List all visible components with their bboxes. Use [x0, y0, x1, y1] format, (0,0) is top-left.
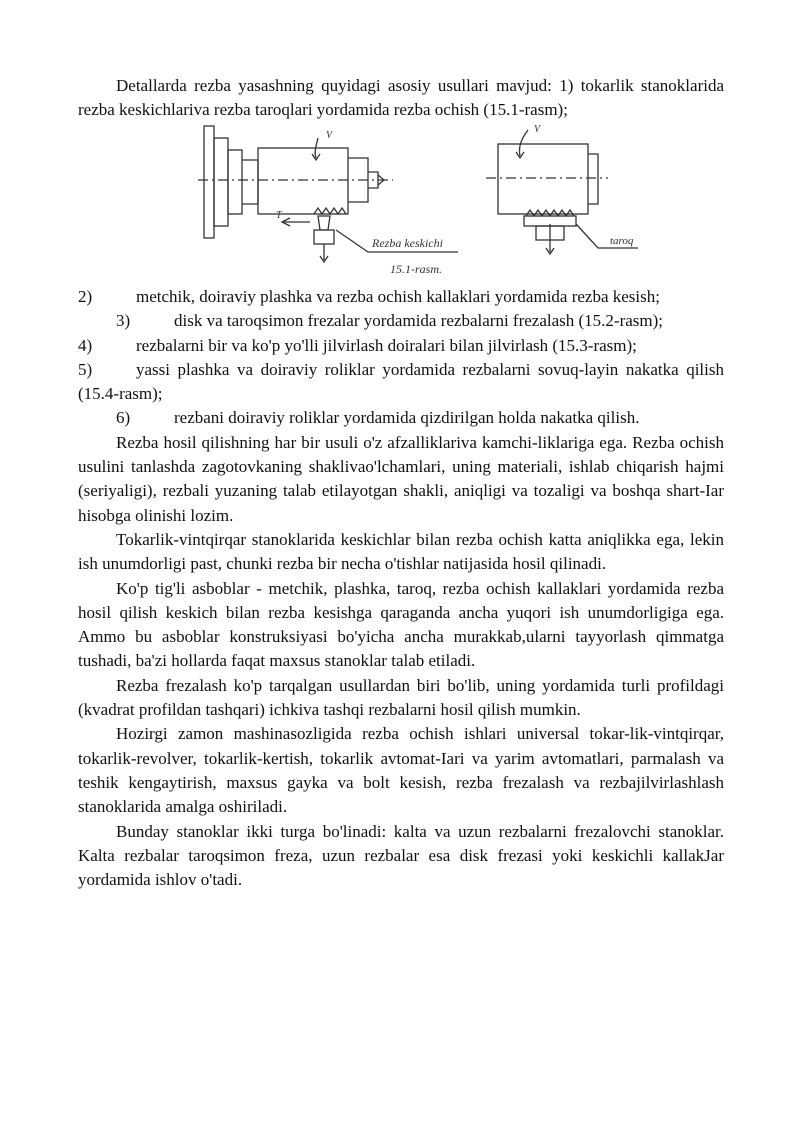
intro-paragraph: Detallarda rezba yasashning quyidagi asosiy usullari mavjud: 1) tokarlik stanoklarida rezba keskichlariva rezba taroqlari yordamida rezba ochish (15.1-rasm);	[78, 76, 724, 120]
dim-t-label: T	[276, 210, 282, 221]
body-paragraph: Rezba hosil qilishning har bir usuli o'z afzalliklariva kamchi-liklariga ega. Rezba ochish usulini tanlashda zagotovkaning shaklivao'lchamlari, uning materiali, ishlab chiqarish hajmi (seriyaligi), rezbali yuzaning talab etilayotgan shakli, aniqligi va tozaligi va boshqa shart-Iar hisobga olinishi lozim.	[78, 432, 724, 525]
list-item-6	[78, 406, 724, 430]
body-paragraph: Tokarlik-vintqirqar stanoklarida keskichlar bilan rezba ochish katta aniqlikka ega, lekin ish unumdorligi past, chunki rezba bir necha o'tishlar natijasida hosil qilinadi.	[78, 529, 724, 574]
dim-v-label: V	[326, 130, 333, 141]
intro-block	[78, 74, 724, 123]
chuck-body	[214, 138, 228, 226]
dim-v2-label: V	[534, 124, 541, 135]
list-item-5	[78, 358, 724, 407]
list-number: 5)	[78, 359, 93, 379]
body-paragraph: Ko'p tig'li asboblar - metchik, plashka, taroq, rezba ochish kallaklari yordamida rezba hosil qilish keskich bilan rezba kesishga qaraganda ancha yuqori ish unumdorligiga ega. Ammo bu asboblar konstruksiyasi bo'yicha ancha murakkab,ularni tayyorlash qimmatga tushadi, ba'zi hollarda faqat maxsus stanoklar talab etiladi.	[78, 578, 724, 671]
figure-15-1	[78, 120, 724, 285]
label-rezba-keskichi: Rezba keskichi	[372, 236, 443, 250]
list-number: 2)	[78, 287, 93, 306]
body-paragraph: Rezba frezalash ko'p tarqalgan usullardan biri bo'lib, uning yordamida turli profildagi (kvadrat profildan tashqari) ichkiva tashqi rezbalarni hosil qilish mumkin.	[78, 675, 724, 720]
list-number: 6)	[116, 408, 131, 428]
body-paragraph: Hozirgi zamon mashinasozligida rezba ochish ishlari universal tokar-lik-vintqirqar, tokarlik-revolver, tokarlik-kertish, tokarlik avtomat-Iari va yarim avtomatlari, parmalash va teshik kengaytirish, maxsus gayka va bolt kesish, rezba frezalash va rezbajilvirlashlash stanoklarida amalga oshiriladi.	[78, 724, 724, 817]
list-item-4	[78, 334, 724, 358]
list-number: 4)	[78, 335, 93, 355]
workpiece	[258, 148, 348, 214]
list-item-3	[78, 309, 724, 333]
list-text: rezbani doiraviy roliklar yordamida qizdirilgan holda nakatka qilish.	[174, 408, 640, 428]
list-item-2	[78, 285, 724, 309]
list-number: 3)	[116, 311, 131, 331]
list-text: rezbalarni bir va ko'p yo'lli jilvirlash doiralari bilan jilvirlash (15.3-rasm);	[136, 335, 637, 355]
list-and-body	[78, 285, 724, 892]
chuck-plate	[204, 126, 214, 238]
figure-caption: 15.1-rasm.	[390, 262, 443, 276]
comb-teeth	[526, 210, 574, 216]
workpiece-right	[498, 144, 588, 214]
list-text: metchik, doiraviy plashka va rezba ochish kallaklari yordamida rezba kesish;	[136, 287, 660, 306]
label-taroq: taroq	[610, 235, 634, 247]
body-paragraph: Bunday stanoklar ikki turga bo'linadi: kalta va uzun rezbalarni frezalovchi stanoklar. Kalta rezbalar taroqsimon freza, uzun rezbalar esa disk frezasi yoki keskichli kallakJar yordamida ishlov o'tadi.	[78, 821, 724, 890]
threading-diagram	[78, 120, 724, 285]
list-text: disk va taroqsimon frezalar yordamida rezbalarni frezalash (15.2-rasm);	[174, 311, 664, 331]
cutting-tool	[318, 216, 330, 230]
list-text: yassi plashka va doiraviy roliklar yordamida rezbalarni sovuq-layin nakatka qilish (15.4-rasm);	[78, 359, 724, 404]
